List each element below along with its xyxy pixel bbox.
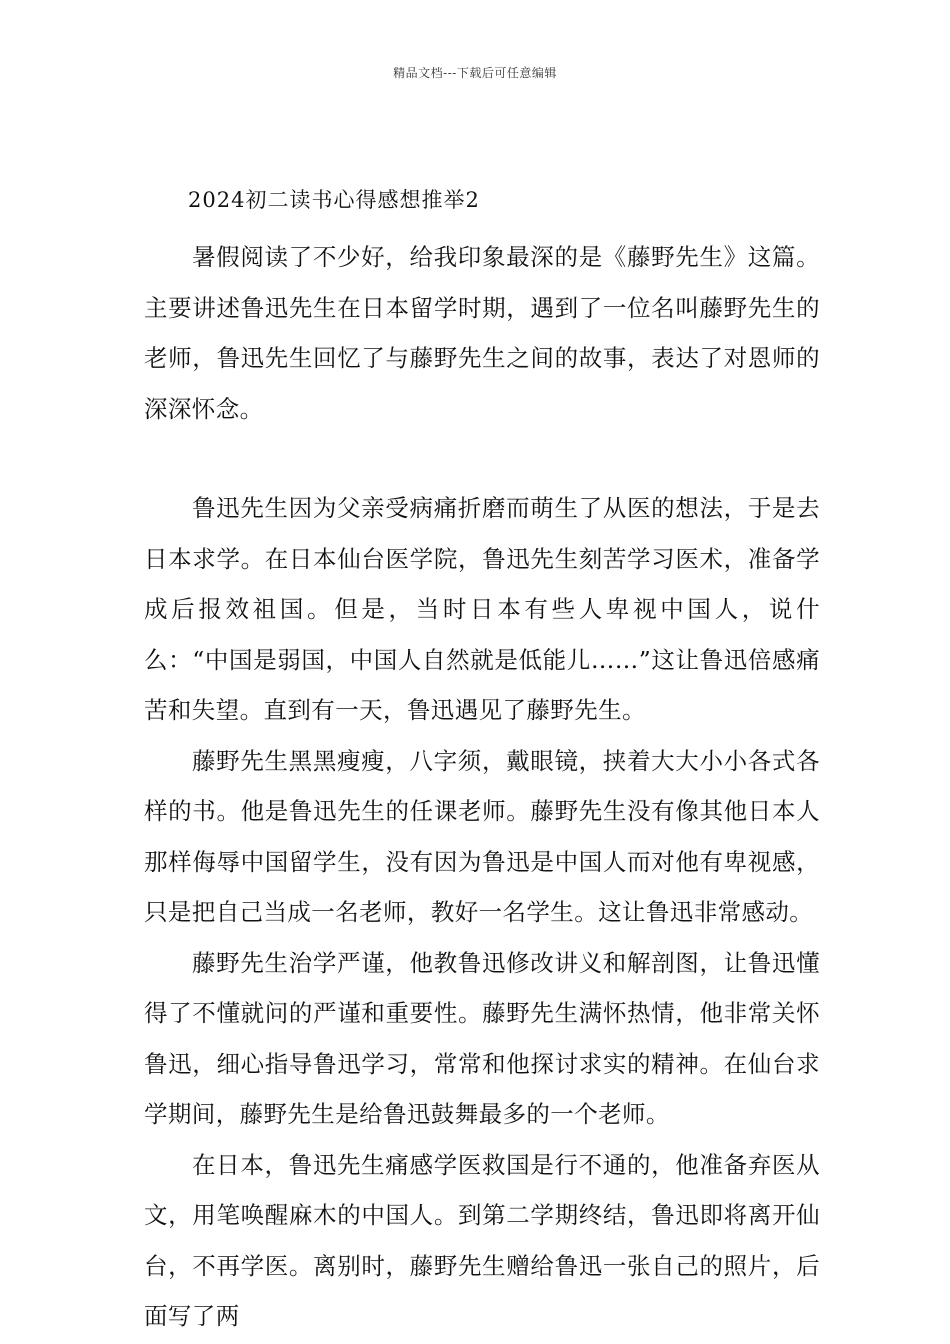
document-body — [144, 232, 820, 1342]
paragraph-1: 暑假阅读了不少好，给我印象最深的是《藤野先生》这篇。主要讲述鲁迅先生在日本留学时期，遇到了一位名叫藤野先生的老师，鲁迅先生回忆了与藤野先生之间的故事，表达了对恩师的深深怀念。 — [144, 243, 820, 423]
paragraph-4: 藤野先生治学严谨，他教鲁迅修改讲义和解剖图，让鲁迅懂得了不懂就问的严谨和重要性。藤野先生满怀热情，他非常关怀鲁迅，细心指导鲁迅学习，常常和他探讨求实的精神。在仙台求学期间，藤野先生是给鲁迅鼓舞最多的一个老师。 — [144, 948, 820, 1128]
page-header: 精品文档---下载后可任意编辑 — [393, 66, 557, 80]
document-title: 2024初二读书心得感想推举2 — [188, 188, 480, 212]
paragraph-3: 藤野先生黑黑瘦瘦，八字须，戴眼镜，挟着大大小小各式各样的书。他是鲁迅先生的任课老师。藤野先生没有像其他日本人那样侮辱中国留学生，没有因为鲁迅是中国人而对他有卑视感，只是把自己当成一名老师，教好一名学生。这让鲁迅非常感动。 — [144, 746, 820, 926]
paragraph-5: 在日本，鲁迅先生痛感学医救国是行不通的，他准备弃医从文，用笔唤醒麻木的中国人。到第二学期终结，鲁迅即将离开仙台，不再学医。离别时，藤野先生赠给鲁迅一张自己的照片，后面写了两 — [144, 1150, 820, 1330]
paragraph-2: 鲁迅先生因为父亲受病痛折磨而萌生了从医的想法，于是去日本求学。在日本仙台医学院，鲁迅先生刻苦学习医术，准备学成后报效祖国。但是，当时日本有些人卑视中国人，说什么：“中国是弱国，中国人自然就是低能儿……”这让鲁迅倍感痛苦和失望。直到有一天，鲁迅遇见了藤野先生。 — [144, 494, 820, 724]
